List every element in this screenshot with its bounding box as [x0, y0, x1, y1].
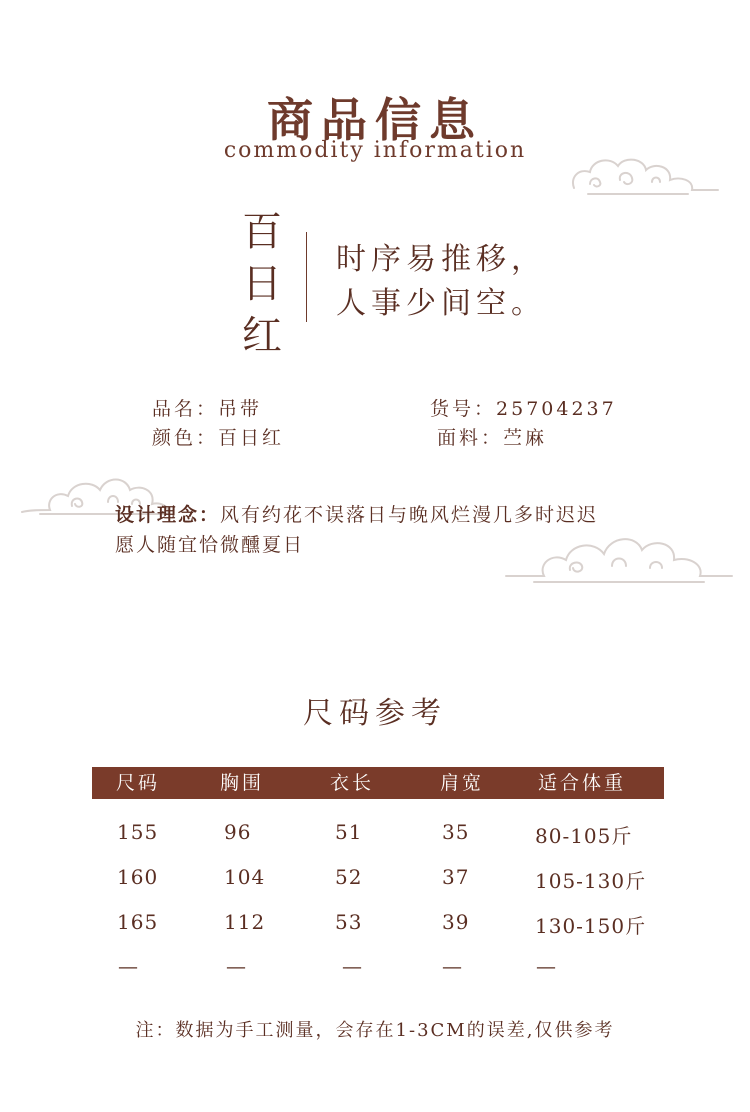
product-name-vertical [242, 206, 286, 362]
product-name-char: 百 [242, 209, 282, 255]
info-name-value: 吊带 [218, 398, 263, 420]
table-cell: 130-150斤 [535, 914, 647, 938]
info-fabric-value: 苎麻 [503, 427, 548, 449]
table-cell: 155 [117, 820, 159, 844]
info-fabric-label: 面料： [437, 427, 504, 449]
table-header-cell: 衣长 [330, 772, 375, 794]
info-color-label: 颜色： [152, 427, 219, 449]
product-name-char: 红 [242, 313, 282, 359]
table-cell: — [442, 954, 463, 978]
table-header [92, 767, 664, 799]
measurement-note: 注：数据为手工测量，会存在1-3CM的误差,仅供参考 [135, 1020, 615, 1041]
info-sku [430, 394, 617, 421]
poem-line: 时序易推移， [336, 242, 546, 277]
design-text: 风有约花不误落日与晚风烂漫几多时迟迟 [220, 504, 599, 526]
table-cell: 105-130斤 [535, 869, 647, 893]
table-cell: — [118, 954, 139, 978]
table-cell: 35 [442, 820, 470, 844]
poem [336, 238, 546, 326]
table-cell: 80-105斤 [535, 824, 633, 848]
table-cell: 160 [117, 865, 159, 889]
table-cell: — [342, 954, 363, 978]
poem-line: 人事少间空。 [336, 286, 546, 321]
table-row [0, 865, 750, 895]
table-cell: 53 [335, 910, 363, 934]
info-name [152, 394, 262, 421]
table-row [0, 820, 750, 850]
size-table-title: 尺码参考 [303, 696, 447, 731]
info-fabric [437, 423, 547, 450]
product-name-char: 日 [242, 261, 282, 307]
cloud-icon [568, 150, 728, 198]
table-header-cell: 肩宽 [440, 772, 485, 794]
info-sku-label: 货号： [430, 398, 497, 420]
info-name-label: 品名： [152, 398, 219, 420]
table-cell: 51 [335, 820, 363, 844]
table-header-cell: 尺码 [116, 772, 161, 794]
design-text: 愿人随宜恰微醺夏日 [115, 534, 305, 556]
info-color-value: 百日红 [218, 427, 285, 449]
table-header-cell: 胸围 [220, 772, 265, 794]
table-cell: 112 [224, 910, 266, 934]
table-header-cell: 适合体重 [538, 772, 627, 794]
table-cell: — [226, 954, 247, 978]
page-subtitle: commodity information [223, 138, 527, 163]
table-cell: 96 [224, 820, 252, 844]
table-row [0, 910, 750, 940]
page-title: 商品信息 [267, 93, 483, 147]
design-concept [115, 500, 690, 560]
divider-line [306, 232, 307, 322]
design-label: 设计理念： [115, 504, 221, 526]
table-cell: 104 [224, 865, 266, 889]
table-row [0, 954, 750, 984]
table-cell: — [536, 954, 557, 978]
info-sku-value: 25704237 [496, 398, 617, 420]
table-cell: 165 [117, 910, 159, 934]
table-cell: 37 [442, 865, 470, 889]
table-cell: 52 [335, 865, 363, 889]
info-color [152, 423, 284, 450]
table-cell: 39 [442, 910, 470, 934]
